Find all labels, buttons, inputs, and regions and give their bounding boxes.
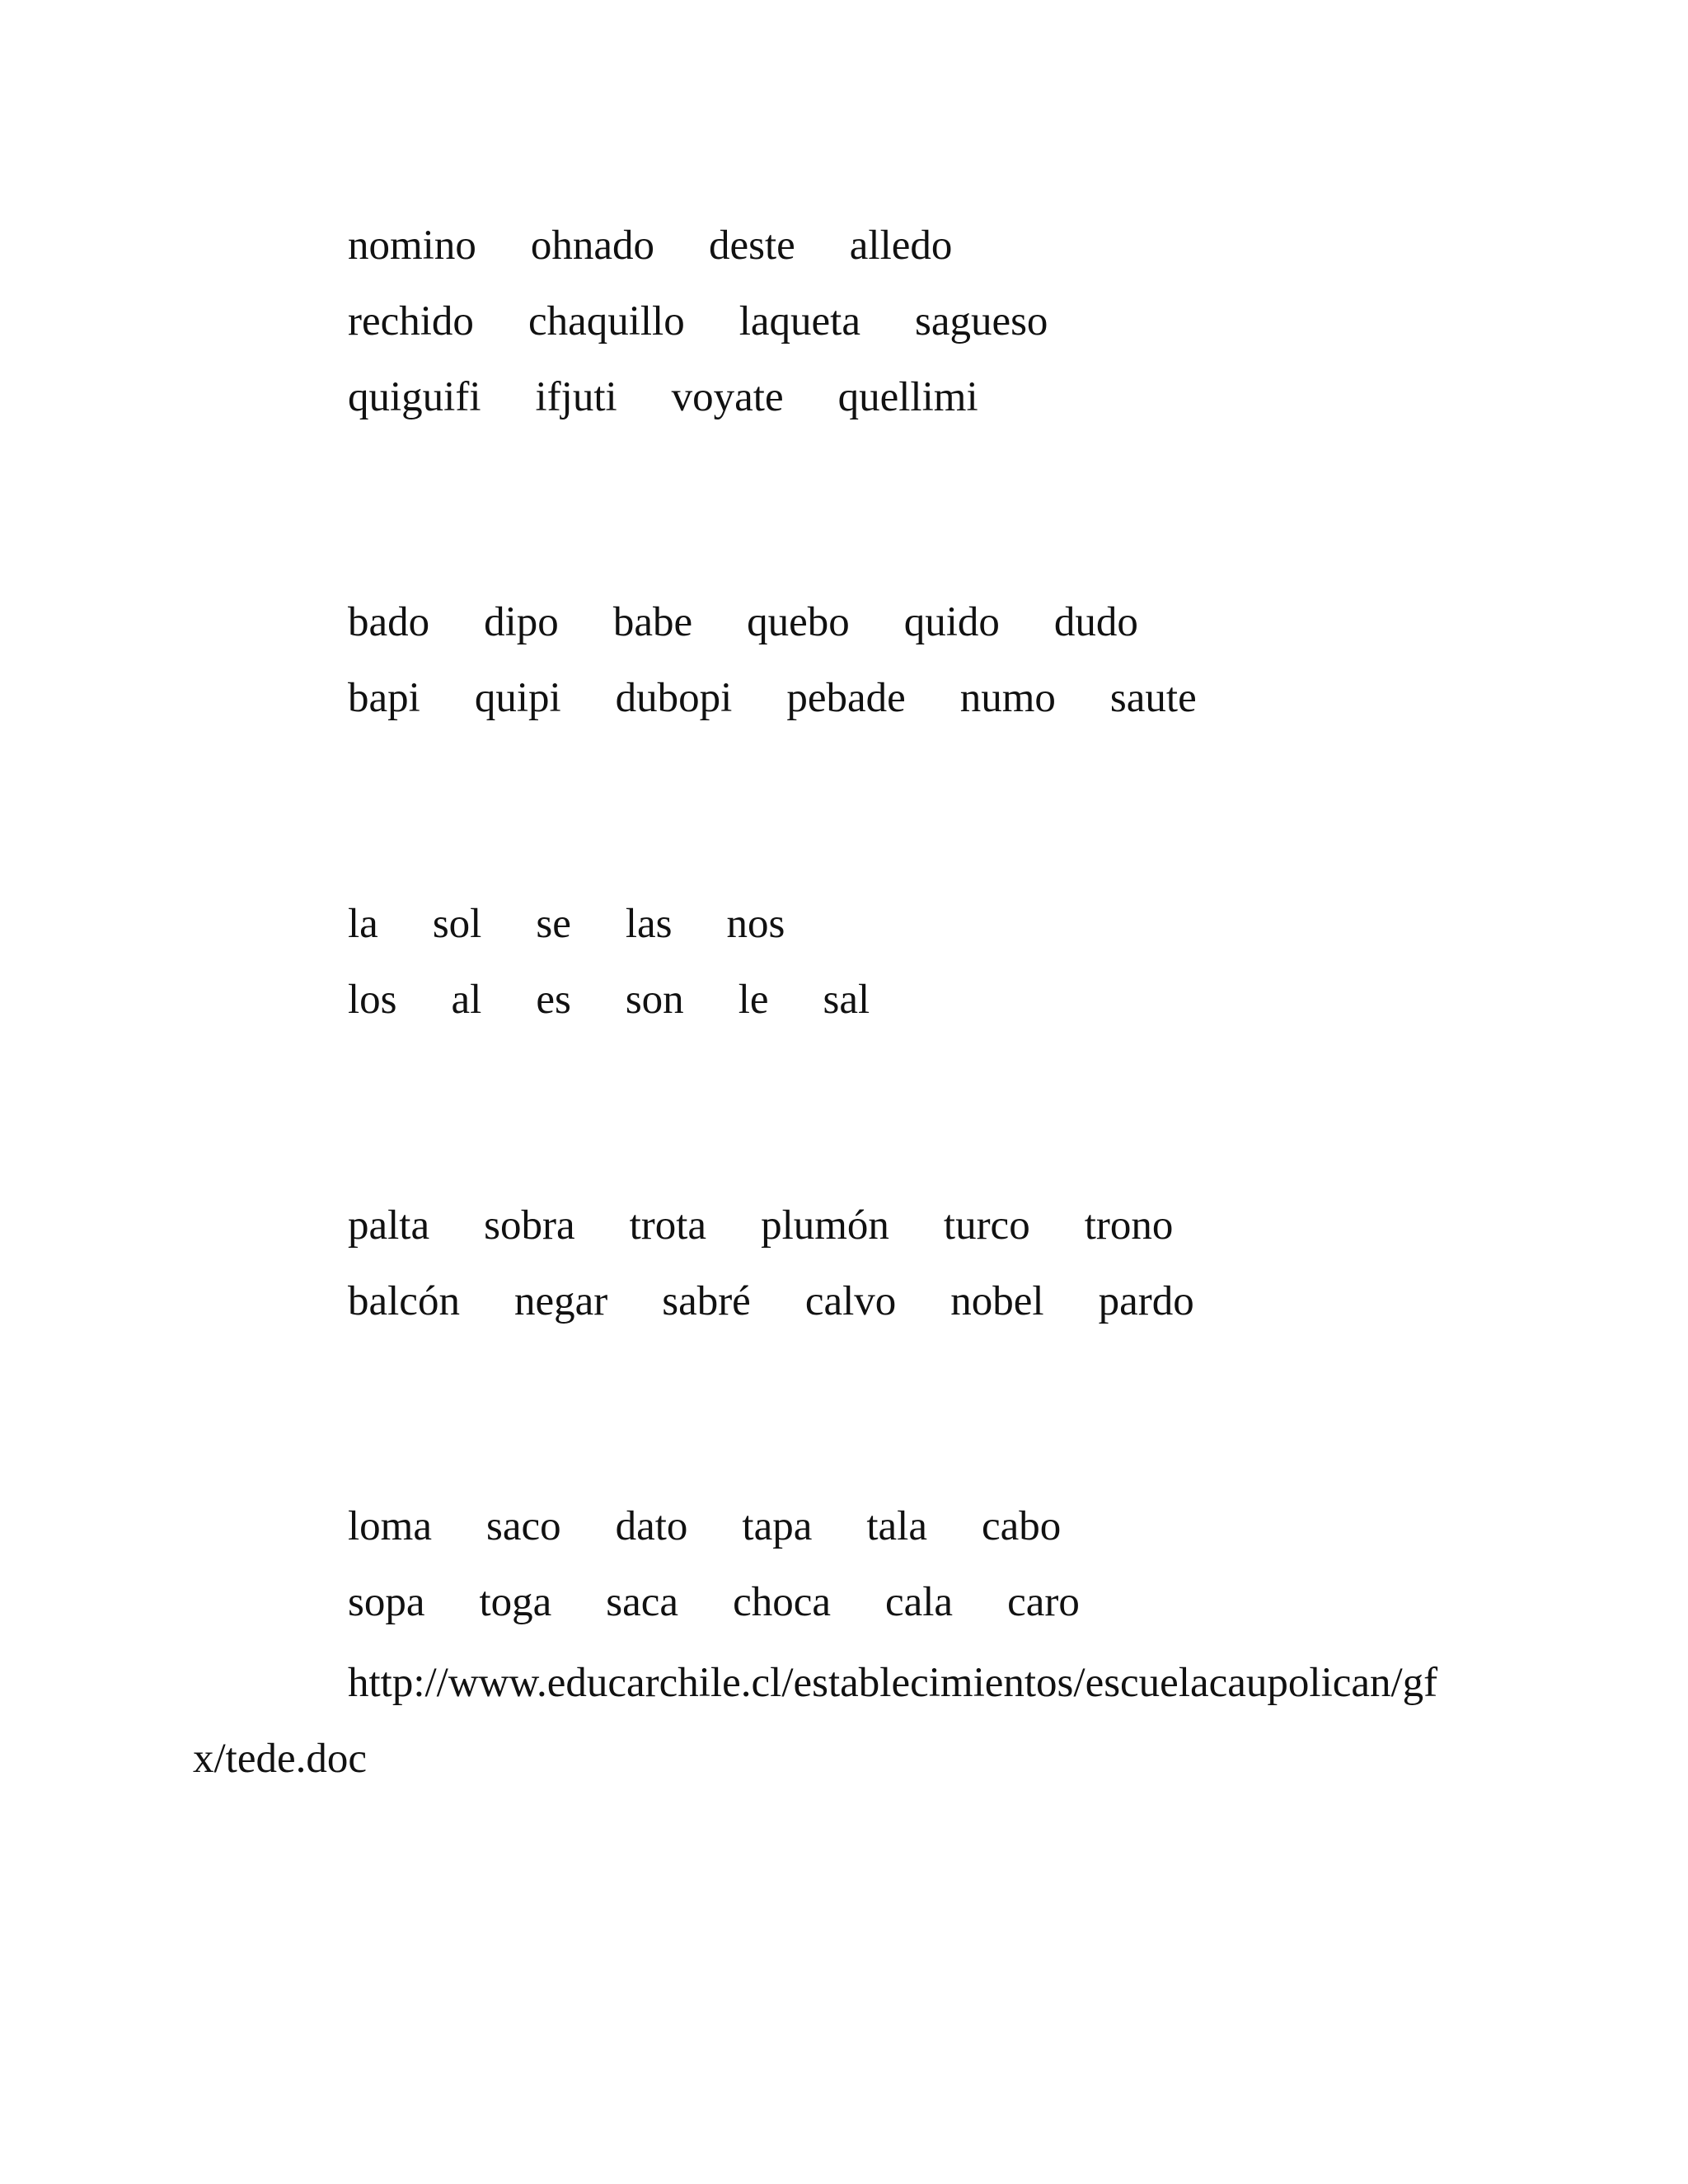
word-line (348, 1577, 1080, 1627)
word: saco (485, 1503, 561, 1549)
word: laqueta (738, 298, 860, 344)
source-url-line-2: x/tede.doc (193, 1736, 367, 1782)
word: nos (726, 901, 785, 947)
word-line (348, 1201, 1173, 1250)
word: babe (612, 599, 693, 645)
word: saca (606, 1579, 679, 1625)
word: turco (943, 1202, 1030, 1249)
word: son (625, 977, 684, 1023)
word: sal (823, 977, 870, 1023)
word: trota (629, 1202, 707, 1249)
word: caro (1007, 1579, 1080, 1625)
word-line (348, 373, 978, 422)
word: rechido (348, 298, 474, 344)
word: quellimi (837, 374, 978, 420)
word: numo (959, 675, 1056, 721)
source-url-line-1: http://www.educarchile.cl/establecimientos/escuelacaupolican/gf (348, 1660, 1438, 1706)
word: sobra (484, 1202, 575, 1249)
word-line (348, 1502, 1061, 1551)
word: cala (884, 1579, 954, 1625)
word: la (348, 901, 378, 947)
word: sabré (662, 1278, 751, 1324)
word: bado (348, 599, 430, 645)
word: voyate (671, 374, 784, 420)
word: cabo (982, 1503, 1062, 1549)
word: chaquillo (528, 298, 685, 344)
word: le (738, 977, 769, 1023)
word: ohnado (530, 223, 654, 269)
word: quebo (747, 599, 850, 645)
word-line (348, 975, 870, 1024)
word: tapa (742, 1503, 813, 1549)
word: toga (479, 1579, 552, 1625)
word: saute (1109, 675, 1197, 721)
word: las (625, 901, 673, 947)
word-line (348, 1277, 1194, 1326)
word: quiguifi (348, 374, 481, 420)
word: alledo (849, 223, 953, 269)
word-line (348, 673, 1197, 723)
word: ifjuti (535, 374, 617, 420)
word: dudo (1053, 599, 1138, 645)
word: quido (903, 599, 1000, 645)
word: balcón (348, 1278, 460, 1324)
word: dipo (484, 599, 559, 645)
word: pardo (1098, 1278, 1194, 1324)
word: deste (708, 223, 795, 269)
word: sopa (348, 1579, 425, 1625)
word: tala (866, 1503, 927, 1549)
word: dubopi (615, 675, 733, 721)
word: negar (513, 1278, 608, 1324)
word: sol (432, 901, 482, 947)
word: nomino (348, 223, 476, 269)
word: trono (1084, 1202, 1174, 1249)
word: pebade (786, 675, 906, 721)
word-line (348, 297, 1048, 346)
word-line (348, 899, 785, 949)
word: calvo (804, 1278, 897, 1324)
word: se (536, 901, 571, 947)
word: al (451, 977, 482, 1023)
word: loma (348, 1503, 432, 1549)
word: sagueso (914, 298, 1048, 344)
word: los (348, 977, 397, 1023)
word: choca (733, 1579, 831, 1625)
word: palta (348, 1202, 430, 1249)
word: quipi (474, 675, 561, 721)
word: nobel (950, 1278, 1044, 1324)
word: plumón (761, 1202, 889, 1249)
word: es (536, 977, 571, 1023)
word-line (348, 221, 952, 270)
word: bapi (348, 675, 420, 721)
word: dato (615, 1503, 688, 1549)
word-line (348, 598, 1138, 647)
